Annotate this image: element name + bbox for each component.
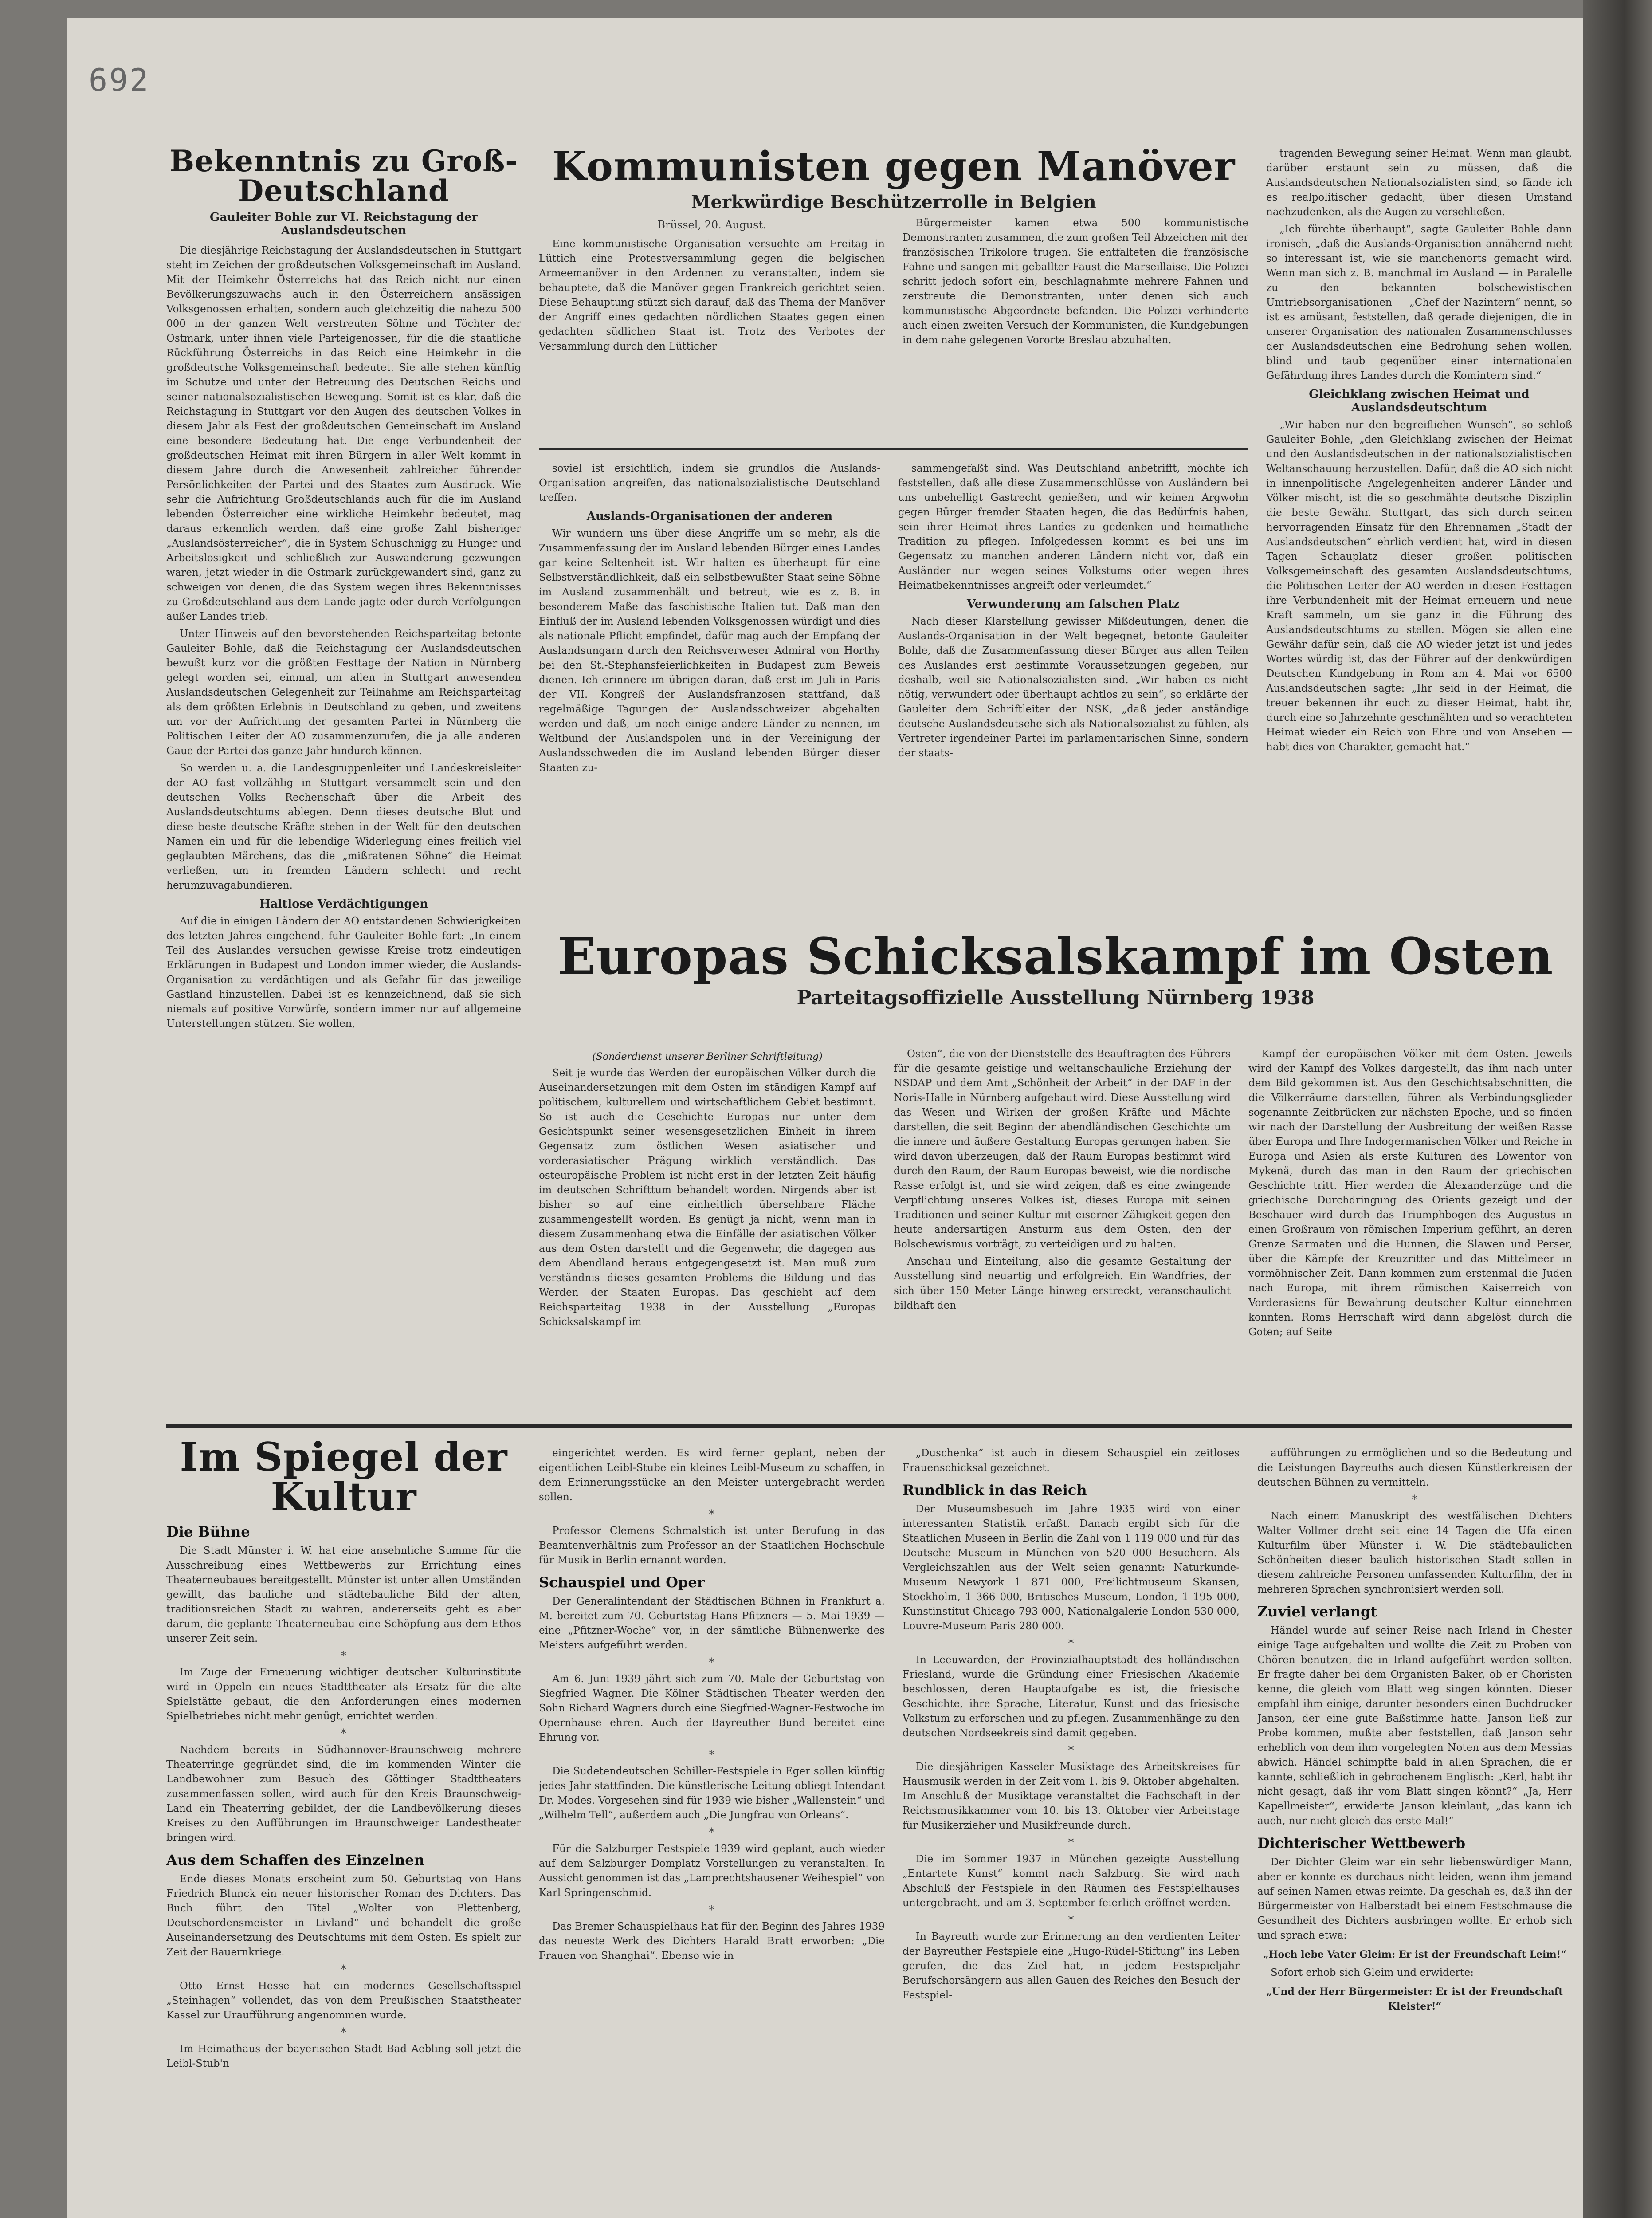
- paragraph: Die im Sommer 1937 in München gezeigte Ausstellung „Entartete Kunst“ kommt nach Salzburg. Sie wird nach Abschluß der Festspiele in den Räumen des Festspielhauses untergebracht. und am 3. September feierlich eröffnet werden.: [903, 1853, 1240, 1909]
- paragraph: Die Stadt Münster i. W. hat eine ansehnliche Summe für die Ausschreibung eines Wettbewerbs zur Errichtung eines Theaterneubaues bereitgestellt. Münster ist unter allen Umständen gewillt, das bauliche und städtebauliche Bild der alten, traditionsreichen Stadt zu wahren, andererseits geht es aber darum, die geplante Theaterneubau eine Schöpfung aus dem Ethos unserer Zeit sein.: [166, 1545, 521, 1644]
- section-divider: [166, 1424, 1572, 1428]
- article-europa-col1: [539, 1047, 876, 1411]
- subhead-europa: Parteitagsoffizielle Ausstellung Nürnberg 1938: [797, 987, 1315, 1010]
- article-bekenntnis-cont-1: [539, 461, 880, 918]
- paragraph: Osten“, die von der Dienststelle des Beauftragten des Führers für die gesamte geistige und weltanschauliche Erziehung der NSDAP und dem Amt „Schönheit der Arbeit“ in der DAF in der Noris-Halle in Nürnberg aufgebaut wird. Diese Ausstellung wird das Wesen und Wirken der großen Kräfte und Mächte darstellen, die seit Beginn der abendländischen Geschichte um die innere und äußere Gestaltung Europas gerungen haben. Sie wird davon überzeugen, daß der Raum Europas bestimmt wird durch den Raum, der Raum Europas beweist, wie die nordische Rasse erfolgt ist, und sie wird zeigen, daß es eine zwingende Verpflichtung unseres Volkes ist, dieses Europa mit seinen Traditionen und seiner Kultur mit eiserner Zähigkeit gegen den heute andersartigen Ansturm aus dem Osten, den der Bolschewismus vorträgt, zu verteidigen und zu halten.: [894, 1048, 1231, 1250]
- subheading: Auslands-Organisationen der anderen: [586, 510, 833, 523]
- paragraph: Im Heimathaus der bayerischen Stadt Bad Aebling soll jetzt die Leibl-Stub'n: [166, 2043, 521, 2069]
- paragraph: soviel ist ersichtlich, indem sie grundlos die Auslands-Organisation angreifen, das nationalsozialistische Deutschland treffen.: [539, 463, 880, 503]
- headline-europa: Europas Schicksalskampf im Osten: [557, 932, 1554, 986]
- paragraph: In Bayreuth wurde zur Erinnerung an den verdienten Leiter der Bayreuther Festspiele eine „Hugo-Rüdel-Stiftung“ ins Leben gerufen, die das Ziel hat, in jedem Festspieljahr Berufschorsängern aus allen Gauen des Reiches den Besuch der Festspiel-: [903, 1931, 1240, 2001]
- paragraph: Sofort erhob sich Gleim und erwiderte:: [1271, 1967, 1474, 1978]
- divider: [539, 448, 1248, 450]
- paragraph: Eine kommunistische Organisation versuchte am Freitag in Lüttich eine Protestversammlung gegen die belgischen Armeemanöver in den Ardennen zu veranstalten, indem sie behauptete, daß die Manöver gegen Frankreich gerichtet seien. Diese Behauptung stützt sich darauf, daß das Thema der Manöver der Angriff eines gedachten nördlichen Staates gegen einen gedachten südlichen Staat ist. Trotz des Verbotes der Versammlung durch den Lütticher: [539, 238, 885, 352]
- paragraph: Unter Hinweis auf den bevorstehenden Reichsparteitag betonte Gauleiter Bohle, daß die Reichstagung der Auslandsdeutschen bewußt kurz vor die größten Festtage der Nation in Nürnberg gelegt worden sei, einmal, um allen in Stuttgart anwesenden Auslandsdeutschen Gelegenheit zur Teilnahme am Reichsparteitag als dem größten Erlebnis in Deutschland zu geben, und zweitens um vor der Aufrichtung der gesamten Partei in Nürnberg die Politischen Leiter der AO zusammenzurufen, die ja alle anderen Gaue der Partei das ganze Jahr hindurch können.: [166, 628, 521, 757]
- separator-star: *: [709, 1748, 715, 1762]
- subhead-kommunisten: Merkwürdige Beschützerrolle in Belgien: [691, 191, 1096, 212]
- paragraph: Kampf der europäischen Völker mit dem Osten. Jeweils wird der Kampf des Volkes dargestellt, das ihm nach unter dem Bild gekommen ist. Aus den Geschichtsabschnitten, die die Völkerräume darstellen, führen als Verbindungsglieder sogenannte Zeitbrücken zur nächsten Epoche, und so finden wir nach der Darstellung der Ausbreitung der weißen Rasse über Europa und Ihre Indogermanischen Völker und Reiche in Europa und Asien als erste Kulturen des Löwentor von Mykenä, durch das man in den Raum der griechischen Geschichte tritt. Hier werden die Alexanderzüge und die griechische Durchdringung des Orients gezeigt und der Beschauer wird durch das Triumphbogen des Augustus in einen Großraum von römischen Imperium geführt, an deren Grenze Sarmaten und die Hunnen, die Slawen und Perser, über die Kämpfe der Kreuzritter und das Mittelmeer in vormöhnischer Zeit. Dann kommen zum erstenmal die Juden nach Europa, mit ihrem römischen Kaiserreich von Vorderasiens für Bewahrung deutscher Kultur einnehmen konnten. Roms Herrschaft wird dann abgelöst durch die Goten; auf Seite: [1248, 1048, 1572, 1338]
- article-kultur-col2: [539, 1446, 885, 2218]
- separator-star: *: [709, 1656, 715, 1669]
- paragraph: Wir wundern uns über diese Angriffe um so mehr, als die Zusammenfassung der im Ausland lebenden Bürger eines Landes gar keine Seltenheit ist. Wir halten es überhaupt für eine Selbstverständlichkeit, daß ein selbstbewußter Staat seine Söhne im Ausland zusammenhält und betreut, wie es z. B. in besonderem Maße das faschistische Italien tut. Daß man den Einfluß der im Ausland lebenden Volksgenossen würdigt und dies als nationale Pflicht empfindet, dafür mag auch der Empfang der Auslandsungarn durch den Reichsverweser Admiral von Horthy bei den St.-Stephansfeierlichkeiten in Budapest zum Beweis dienen. Ich erinnere im übrigen daran, daß erst im Juli in Paris der VII. Kongreß der Auslandsfranzosen stattfand, daß regelmäßige Tagungen der Auslandsschweizer abgehalten werden und daß, um noch einige andere Länder zu nennen, im Weltbund der Auslandspolen und in der Vereinigung der Auslandsschweden die im Ausland lebenden Bürger dieser Staaten zu-: [539, 528, 880, 774]
- paragraph: Otto Ernst Hesse hat ein modernes Gesellschaftsspiel „Steinhagen“ vollendet, das von dem Preußischen Staatstheater Kassel zur Uraufführung angenommen wurde.: [166, 1980, 521, 2021]
- paragraph: tragenden Bewegung seiner Heimat. Wenn man glaubt, darüber erstaunt sein zu müssen, daß die Auslandsdeutschen Nationalsozialisten sind, so fände ich es realpolitischer gedacht, über diesen Umstand nachzudenken, als die Augen zu verschließen.: [1266, 148, 1572, 218]
- article-europa-head: [539, 932, 1572, 1029]
- paragraph: aufführungen zu ermöglichen und so die Bedeutung und die Leistungen Bayreuths auch diesen Künstlerkreisen der deutschen Bühnen zu vermitteln.: [1257, 1447, 1572, 1488]
- separator-star: *: [1068, 1637, 1074, 1650]
- separator-star: *: [341, 1726, 347, 1740]
- paragraph: Der Dichter Gleim war ein sehr liebenswürdiger Mann, aber er konnte es durchaus nicht leiden, wenn ihm jemand auf seinen Namen etwas reimte. Da geschah es, daß ihn der Bürgermeister von Halberstadt bei einem Festschmause die Gesundheit des Dichters ausbringen wollte. Er erhob sich und sprach etwa:: [1257, 1856, 1572, 1941]
- subheading: Rundblick in das Reich: [903, 1482, 1087, 1498]
- paragraph: Das Bremer Schauspielhaus hat für den Beginn des Jahres 1939 das neueste Werk des Dichters Harald Bratt erworben: „Die Frauen von Shanghai“. Ebenso wie in: [539, 1921, 885, 1962]
- article-bekenntnis: [166, 146, 521, 1242]
- paragraph: In Leeuwarden, der Provinzialhauptstadt des holländischen Friesland, wurde die Gründung einer Friesischen Akademie beschlossen, deren Hauptaufgabe es ist, die friesische Geschichte, ihre Sprache, Literatur, Kunst und das friesische Volkstum zu erforschen und zu pflegen. Zusammenhänge zu den deutschen Nordseekreis sind damit gegeben.: [903, 1654, 1240, 1739]
- verse: „Hoch lebe Vater Gleim: Er ist der Freundschaft Leim!“: [1263, 1949, 1566, 1960]
- separator-star: *: [709, 1903, 715, 1917]
- subheading: Verwunderung am falschen Platz: [967, 598, 1180, 611]
- paragraph: Bürgermeister kamen etwa 500 kommunistische Demonstranten zusammen, die zum großen Teil Abzeichen mit der französischen Trikolore trugen. Sie entfalteten die französische Fahne und sangen mit geballter Faust die Marseillaise. Die Polizei schritt jedoch sofort ein, beschlagnahmte mehrere Fahnen und zerstreute die Demonstranten, unter denen sich auch kommunistische Abgeordnete befanden. Die Polizei verhinderte auch einen zweiten Versuch der Kommunisten, die Kundgebungen in dem nahe gelegenen Vororte Breslau abzuhalten.: [903, 217, 1248, 346]
- separator-star: *: [341, 2025, 347, 2039]
- article-kultur-col3: [903, 1446, 1240, 2218]
- verse: „Und der Herr Bürgermeister: Er ist der Freundschaft Kleister!“: [1266, 1986, 1563, 2012]
- paragraph: Professor Clemens Schmalstich ist unter Berufung in das Beamtenverhältnis zum Professor an der Staatlichen Hochschule für Musik in Berlin ernannt worden.: [539, 1525, 885, 1566]
- paragraph: Anschau und Einteilung, also die gesamte Gestaltung der Ausstellung sind neuartig und erfolgreich. Ein Wandfries, der sich über 150 Meter Länge hinweg erstreckt, veranschaulicht bildhaft den: [894, 1256, 1231, 1311]
- paragraph: Nach dieser Klarstellung gewisser Mißdeutungen, denen die Auslands-Organisation in der Welt begegnet, betonte Gauleiter Bohle, daß die Zusammenfassung dieser Bürger aus allen Teilen des Auslandes erst bestimmte Voraussetzungen gegeben, nur deshalb, weil sie Nationalsozialisten sind. „Wir haben es nicht nötig, verwundert oder überhaupt achtlos zu sein“, so erklärte der Gauleiter dem Schriftleiter der NSK, „daß jeder anständige deutsche Auslandsdeutsche sich als Nationalsozialist zu fühlen, als Vertreter irgendeiner Partei im parlamentarischen Sinne, sondern der staats-: [898, 616, 1248, 759]
- paragraph: Für die Salzburger Festspiele 1939 wird geplant, auch wieder auf dem Salzburger Domplatz Vorstellungen zu veranstalten. In Aussicht genommen ist das „Lamprechtshausener Weihespiel“ von Karl Springenschmid.: [539, 1843, 885, 1899]
- paragraph: Der Museumsbesuch im Jahre 1935 wird von einer interessanten Statistik erfaßt. Danach ergibt sich für die Staatlichen Museen in Berlin die Zahl von 1 119 000 und für das Deutsche Museum in München von 520 000 Besuchern. Als Vergleichszahlen aus der Welt seien genannt: Naturkunde-Museum Newyork 1 871 000, Freilichtmuseum Skansen, Stockholm, 1 366 000, Britisches Museum, London, 1 195 000, Kunstinstitut Chicago 793 000, Nationalgalerie London 530 000, Louvre-Museum Paris 280 000.: [903, 1503, 1240, 1632]
- article-kultur-col4: [1257, 1446, 1572, 2218]
- subheading: Schauspiel und Oper: [539, 1574, 705, 1591]
- separator-star: *: [341, 1649, 347, 1663]
- paragraph: sammengefaßt sind. Was Deutschland anbetrifft, möchte ich feststellen, daß alle diese Zusammenschlüsse von Ausländern bei uns unbehelligt Gastrecht genießen, und wir keinen Argwohn gegen Bürger fremder Staaten hegen, die das Bedürfnis haben, sein ihrer Heimat ihres Landes zu gedenken und heimatliche Tradition zu pflegen. Infolgedessen kommt es bei uns im Gegensatz zu manchen anderen Ländern nicht vor, daß ein Ausländer nur wegen seines Volkstums oder wegen ihres Heimatbekenntnisses angreift oder verleumdet.“: [898, 463, 1248, 591]
- paragraph: Die Sudetendeutschen Schiller-Festspiele in Eger sollen künftig jedes Jahr stattfinden. Die künstlerische Leitung obliegt Intendant Dr. Modes. Vorgesehen sind für 1939 wie bisher „Wallenstein“ und „Wilhelm Tell“, außerdem auch „Die Jungfrau von Orleans“.: [539, 1766, 885, 1821]
- paragraph: „Duschenka“ ist auch in diesem Schauspiel ein zeitloses Frauenschicksal gezeichnet.: [903, 1447, 1240, 1474]
- separator-star: *: [709, 1508, 715, 1521]
- page-edge: [1583, 0, 1652, 2218]
- subheading: Aus dem Schaffen des Einzelnen: [166, 1851, 424, 1868]
- paragraph: Die diesjährige Reichstagung der Auslandsdeutschen in Stuttgart steht im Zeichen der großdeutschen Volksgemeinschaft im Ausland. Mit der Heimkehr Österreichs hat das Reich nicht nur einen Bevölkerungszuwachs auch in den Österreichern ansässigen Volksgenossen erhalten, sondern auch gleichzeitig die nahezu 500 000 in der ganzen Welt verstreuten Söhne und Töchter der Ostmark, unter ihnen viele Parteigenossen, für die die staatliche Rückführung Österreichs in das Reich eine Heimkehr in die großdeutsche Volksgemeinschaft bedeutet. Sie alle stehen künftig im Schutze und unter der Betreuung des Deutschen Reichs und seiner nationalsozialistischen Bewegung. Somit ist es klar, daß die Reichstagung in Stuttgart vor den Augen des deutschen Volkes in diesem Jahr als Fest der großdeutschen Gemeinschaft im Ausland eine besondere Bedeutung hat. Die enge Verbundenheit der großdeutschen Heimat mit ihren Bürgern in aller Welt kommt in diesem Jahre durch die Anwesenheit zahlreicher führender Persönlichkeiten der Partei und des Staates zum Ausdruck. Wie sehr die Aufrichtung Großdeutschlands auch für die im Ausland lebenden Österreicher eine wirkliche Heimkehr bedeutet, mag daraus erkennlich werden, daß eine große Zahl bisheriger „Auslandsösterreicher“, die in System Schuschnigg zu Hunger und Arbeitslosigkeit und schließlich zur Auswanderung gezwungen waren, jetzt wieder in die Ostmark zurückgewandert sind, ganz zu schweigen von denen, die das System wegen ihres Bekenntnisses zu Großdeutschland aus dem Lande jagte oder durch Verfolgungen außer Landes trieb.: [166, 244, 521, 622]
- separator-star: *: [1068, 1744, 1074, 1757]
- paragraph: eingerichtet werden. Es wird ferner geplant, neben der eigentlichen Leibl-Stube ein kleines Leibl-Museum zu schaffen, in dem Erinnerungsstücke an den Meister untergebracht werden sollen.: [539, 1447, 885, 1503]
- headline-kommunisten: Kommunisten gegen Manöver: [552, 146, 1236, 190]
- paragraph: Händel wurde auf seiner Reise nach Irland in Chester einige Tage aufgehalten und wollte die Zeit zu Proben von Chören benutzen, die in Irland aufgeführt werden sollten. Er fragte daher bei dem Organisten Baker, ob er Choristen kenne, die gleich vom Blatt weg singen könnten. Dieser empfahl ihm einige, darunter besonders einen Buchdrucker Janson, der eine gute Baßstimme hatte. Janson ließ zur Probe kommen, mußte aber feststellen, daß Janson sehr erheblich von dem ihm vorgelegten Noten aus dem Messias abwich. Händel schimpfte bald in allen Sprachen, die er kannte, schließlich in gebrochenem Englisch: „Kerl, habt ihr nicht gesagt, daß ihr vom Blatt singen könnt?“ „Ja, Herr Kapellmeister“, erwiderte Janson kleinlaut, „das kann ich auch, nur nicht gleich das erste Mal!“: [1257, 1625, 1572, 1827]
- byline: (Sonderdienst unserer Berliner Schriftleitung): [592, 1051, 823, 1062]
- article-europa-col3: [1248, 1047, 1572, 1411]
- subhead-bekenntnis: Gauleiter Bohle zur VI. Reichstagung der Auslandsdeutschen: [210, 210, 478, 237]
- paragraph: „Wir haben nur den begreiflichen Wunsch“, so schloß Gauleiter Bohle, „den Gleichklang zwischen der Heimat und den Auslandsdeutschen in der nationalsozialistischen Weltanschauung herzustellen. Dafür, daß die AO sich nicht in innenpolitische Angelegenheiten anderer Länder und Völker mischt, ist die so geschmähte deutsche Disziplin die beste Gewähr. Stuttgart, das sich durch seinen hervorragenden Einsatz für den Ehrennamen „Stadt der Auslandsdeutschen“ ehrlich verdient hat, wird in diesen Tagen Schauplatz dieser großen politischen Volksgemeinschaft des gesamten Auslandsdeutschtums, die Politischen Leiter der AO werden in diesen Festtagen ihre Verbundenheit mit der Heimat erneuern und neue Kraft sammeln, um sie ganz in die Führung des Auslandsdeutschtums zu stellen. Mögen sie allen eine Gewähr dafür sein, daß die AO wieder jetzt ist und jedes Wortes würdig ist, das der Führer auf der denkwürdigen Deutschen Kundgebung in Rom am 4. Mai vor 6500 Auslandsdeutschen sagte: „Ihr seid in der Heimat, die treuer bekennen ihr euch zu dieser Heimat, habt ihr, durch eine so Jahrzehnte geschmähten und so verachteten Heimat wieder ein Reich von Ehre und von Ansehen — habt dies von Charakter, gemacht hat.“: [1266, 419, 1572, 753]
- separator-star: *: [1412, 1493, 1418, 1506]
- paragraph: „Ich fürchte überhaupt“, sagte Gauleiter Bohle dann ironisch, „daß die Auslands-Organisation annähernd nicht so interessant ist, wie sie manchenorts gemacht wird. Wenn man sich z. B. manchmal im Ausland — in Paralelle zu den bekannten bolschewistischen Umtriebsorganisationen — „Chef der Nazintern“ nennt, so ist es amüsant, feststellen, daß gerade diejenigen, die in unserer Organisation des nationalen Zusammenschlusses der Auslandsdeutschen eine Bedrohung sehen wollen, blind und taub gegenüber einer internationalen Gefährdung ihres Landes durch die Komintern sind.“: [1266, 224, 1572, 381]
- paragraph: Die diesjährigen Kasseler Musiktage des Arbeitskreises für Hausmusik werden in der Zeit vom 1. bis 9. Oktober abgehalten. Im Anschluß der Musiktage veranstaltet die Fachschaft in der Reichsmusikkammer vom 10. bis 13. Oktober vier Arbeitstage für Musikerzieher und Musikfreunde durch.: [903, 1761, 1240, 1831]
- article-kultur-col1: [166, 1437, 521, 2218]
- paragraph: Seit je wurde das Werden der europäischen Völker durch die Auseinandersetzungen mit dem Osten im ständigen Kampf auf politischem, kulturellem und wirtschaftlichem Gebiet bestimmt. So ist auch die Geschichte Europas nur unter dem Gesichtspunkt seiner wesensgesetzlichen Einheit in ihrem Gegensatz zum östlichen Wesen asiatischer und vorderasiatischer Prägung wirklich verständlich. Das osteuropäische Problem ist nicht erst in der letzten Zeit häufig im deutschen Schrifttum behandelt worden. Nirgends aber ist bisher so auf eine einheitlich übersehbare Fläche zusammengestellt worden. Es genügt ja nicht, wenn man in diesem Zusammenhang etwa die Einfälle der asiatischen Völker aus dem Osten darstellt und die Gegenwehr, die dagegen aus dem Abendland heraus entgegengesetzt ist. Man muß zum Verständnis dieses gesamten Problems die Bildung und das Werden der Staaten Europas. Das geschieht auf dem Reichsparteitag 1938 in der Ausstellung „Europas Schicksalskampf im: [539, 1067, 876, 1328]
- subheading: Gleichklang zwischen Heimat und Auslandsdeutschtum: [1309, 388, 1530, 414]
- separator-star: *: [1068, 1836, 1074, 1849]
- paragraph: Nach einem Manuskript des westfälischen Dichters Walter Vollmer dreht seit eine 14 Tagen die Ufa einen Kulturfilm über Münster i. W. Die städtebaulichen Schönheiten dieser baulich historischen Stadt sollen in diesem zahlreiche Personen umfassenden Kulturfilm, der in mehreren Sprachen synchronisiert werden soll.: [1257, 1510, 1572, 1595]
- paragraph: Der Generalintendant der Städtischen Bühnen in Frankfurt a. M. bereitet zum 70. Geburtstag Hans Pfitzners — 5. Mai 1939 — eine „Pfitzner-Woche“ vor, in der sämtliche Bühnenwerke des Meisters aufgeführt werden.: [539, 1596, 885, 1651]
- article-bekenntnis-right: [1266, 146, 1572, 918]
- separator-star: *: [341, 1962, 347, 1976]
- separator-star: *: [709, 1826, 715, 1839]
- headline-kultur: Im Spiegel der Kultur: [180, 1437, 508, 1520]
- paragraph: So werden u. a. die Landesgruppenleiter und Landeskreisleiter der AO fast vollzählig in Stuttgart versammelt sein und den deutschen Volks Rechenschaft über die Arbeit des Auslandsdeutschtums ablegen. Denn dieses deutsche Blut und diese beste deutsche Kräfte stehen in der Welt für den deutschen Namen ein und für die lebendige Widerlegung eines freilich viel geglaubten Märchens, das die „mißratenen Söhne“ die Heimat verließen, um in fremden Ländern schlecht und recht herumzuvagabundieren.: [166, 762, 521, 891]
- subheading: Zuviel verlangt: [1257, 1603, 1377, 1620]
- article-kommunisten: [539, 146, 1248, 430]
- article-europa-col2: [894, 1047, 1231, 1411]
- separator-star: *: [1068, 1914, 1074, 1927]
- article-bekenntnis-cont-2: [898, 461, 1248, 918]
- dateline: Brüssel, 20. August.: [657, 218, 766, 231]
- paragraph: Auf die in einigen Ländern der AO entstandenen Schwierigkeiten des letzten Jahres eingehend, fuhr Gauleiter Bohle fort: „In einem Teil des Auslandes versuchen gewisse Kreise trotz eindeutigen Erklärungen in Budapest und London immer wieder, die Auslands-Organisation zu verdächtigen und als Gefahr für das jeweilige Gastland hinzustellen. Dabei ist es kennzeichnend, daß sie sich niemals auf positive Vorwürfe, sondern immer nur auf allgemeine Unterstellungen stützen. Sie wollen,: [166, 915, 521, 1030]
- paragraph: Nachdem bereits in Südhannover-Braunschweig mehrere Theaterringe gegründet sind, die im kommenden Winter die Landbewohner zum Besuch des Göttinger Stadttheaters zusammenfassen sollen, wird auch für den Kreis Braunschweig-Land ein Theaterring gebildet, der die Landbevölkerung dieses Kreises zu den Aufführungen im Braunschweiger Landestheater bringen wird.: [166, 1744, 521, 1844]
- subheading: Die Bühne: [166, 1523, 250, 1540]
- headline-bekenntnis: Bekenntnis zu Groß-Deutschland: [169, 146, 518, 208]
- paragraph: Im Zuge der Erneuerung wichtiger deutscher Kulturinstitute wird in Oppeln ein neues Stadttheater als Ersatz für die alte Spielstätte gebaut, die den Anforderungen eines modernen Spielbetriebes nicht mehr genügt, errichtet werden.: [166, 1666, 521, 1722]
- paragraph: Am 6. Juni 1939 jährt sich zum 70. Male der Geburtstag von Siegfried Wagner. Die Kölner Städtischen Theater werden den Sohn Richard Wagners durch eine Siegfried-Wagner-Festwoche im Opernhause ehren. Auch der Bayreuther Bund bereitet eine Ehrung vor.: [539, 1673, 885, 1743]
- subheading: Dichterischer Wettbewerb: [1257, 1835, 1466, 1852]
- subheading: Haltlose Verdächtigungen: [259, 897, 428, 911]
- page-number: 692: [89, 62, 150, 98]
- paragraph: Ende dieses Monats erscheint zum 50. Geburtstag von Hans Friedrich Blunck ein neuer historischer Roman des Dichters. Das Buch führt den Titel „Wolter von Plettenberg, Deutschordensmeister in Livland“ und behandelt die große Auseinandersetzung des Deutschtums mit dem Osten. Es spielt zur Zeit der Bauernkriege.: [166, 1873, 521, 1958]
